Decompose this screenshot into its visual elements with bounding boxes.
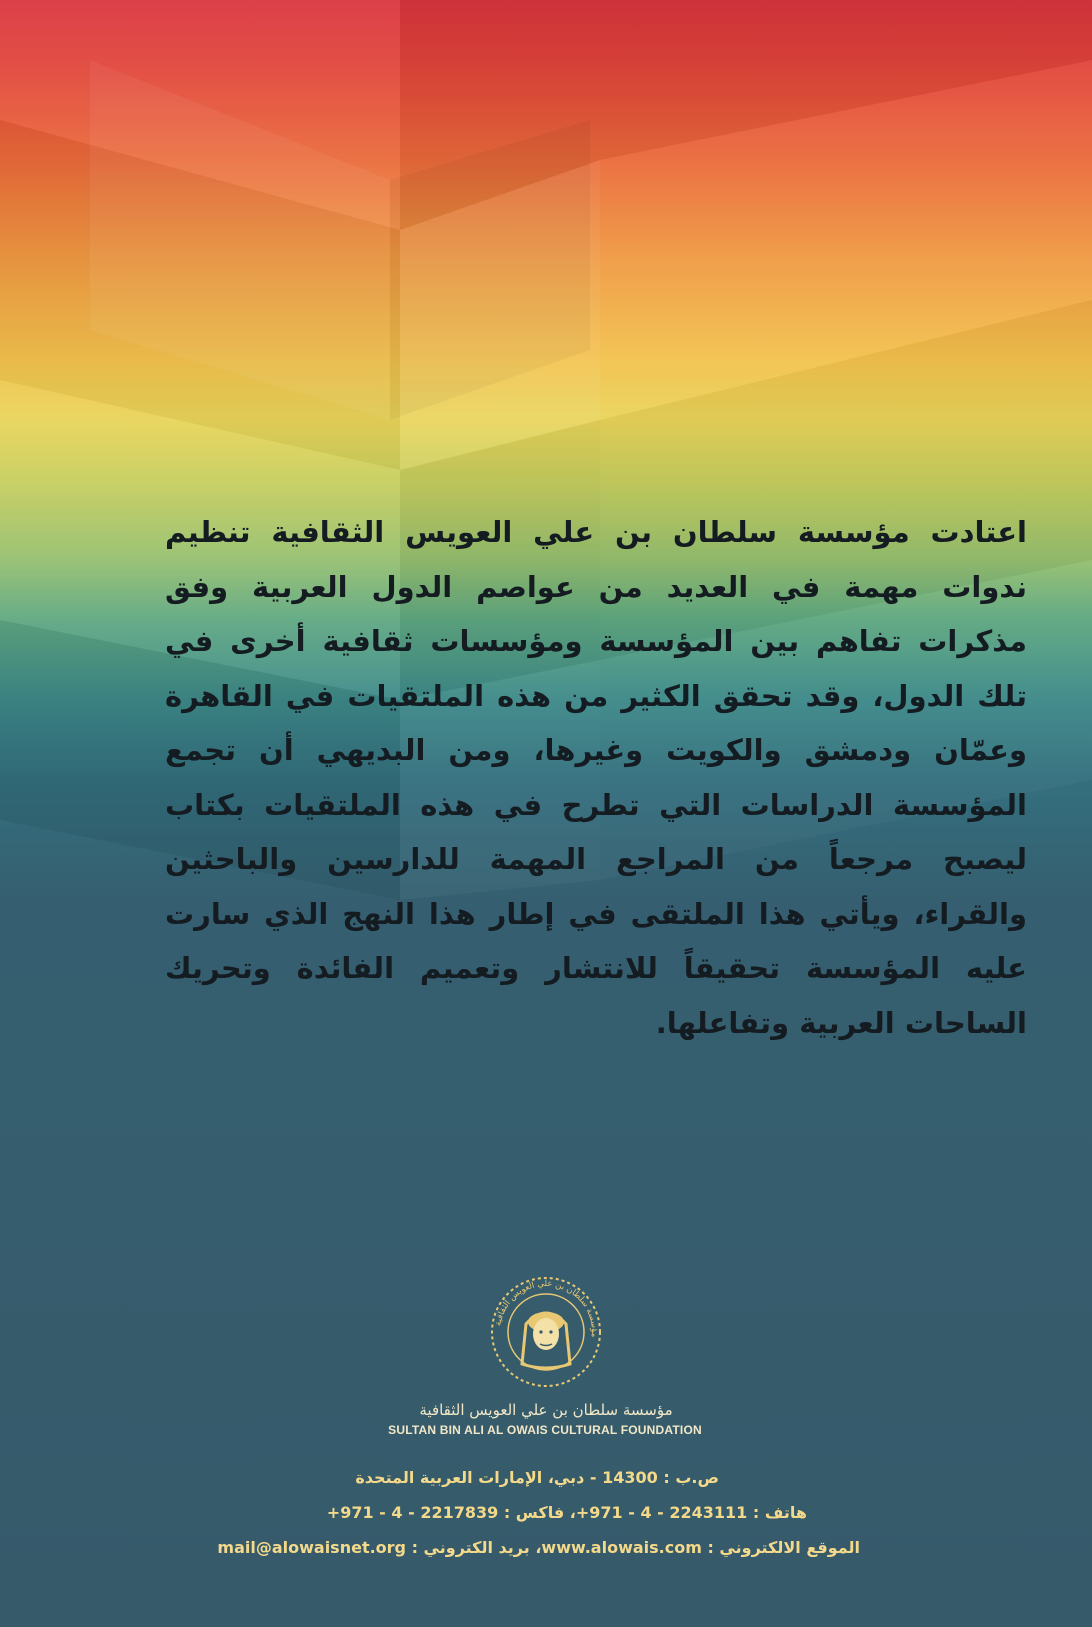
description-paragraph: اعتادت مؤسسة سلطان بن علي العويس الثقافية تنظيم ندوات مهمة في العديد من عواصم الدول العربية وفق مذكرات تفاهم بين المؤسسة ومؤسسات ثقافية أخرى في تلك الدول، وقد تحقق الكثير من هذه الملتقيات في القاهرة وعمّان ودمشق والكويت وغيرها، ومن البديهي أن تجمع المؤسسة الدراسات التي تطرح في هذه الملتقيات بكتاب ليصبح مرجعاً من المراجع المهمة للدارسين والباحثين والقراء، ويأتي هذا الملتقى في إطار هذا النهج الذي سارت عليه المؤسسة تحقيقاً للانتشار وتعميم الفائدة وتحريك الساحات العربية وتفاعلها.: [165, 515, 1027, 1040]
foundation-name-english: SULTAN BIN ALI AL OWAIS CULTURAL FOUNDATION: [388, 1423, 702, 1437]
phone-fax: هاتف : 2243111 - 4 - 971+، فاكس : 2217839 - 4 - 971+: [326, 1503, 807, 1522]
postal-address: ص.ب : 14300 - دبي، الإمارات العربية المتحدة: [355, 1468, 719, 1487]
logo-ring-text: مؤسسة سلطان بن علي العويس الثقافية: [493, 1278, 600, 1338]
portrait-seal-icon: [486, 1272, 606, 1392]
website-email: الموقع الالكتروني : www.alowais.com، بريد الكتروني : mail@alowaisnet.org: [217, 1538, 860, 1557]
foundation-name-arabic: مؤسسة سلطان بن علي العويس الثقافية: [419, 1401, 673, 1419]
foundation-logo: [486, 1272, 606, 1392]
